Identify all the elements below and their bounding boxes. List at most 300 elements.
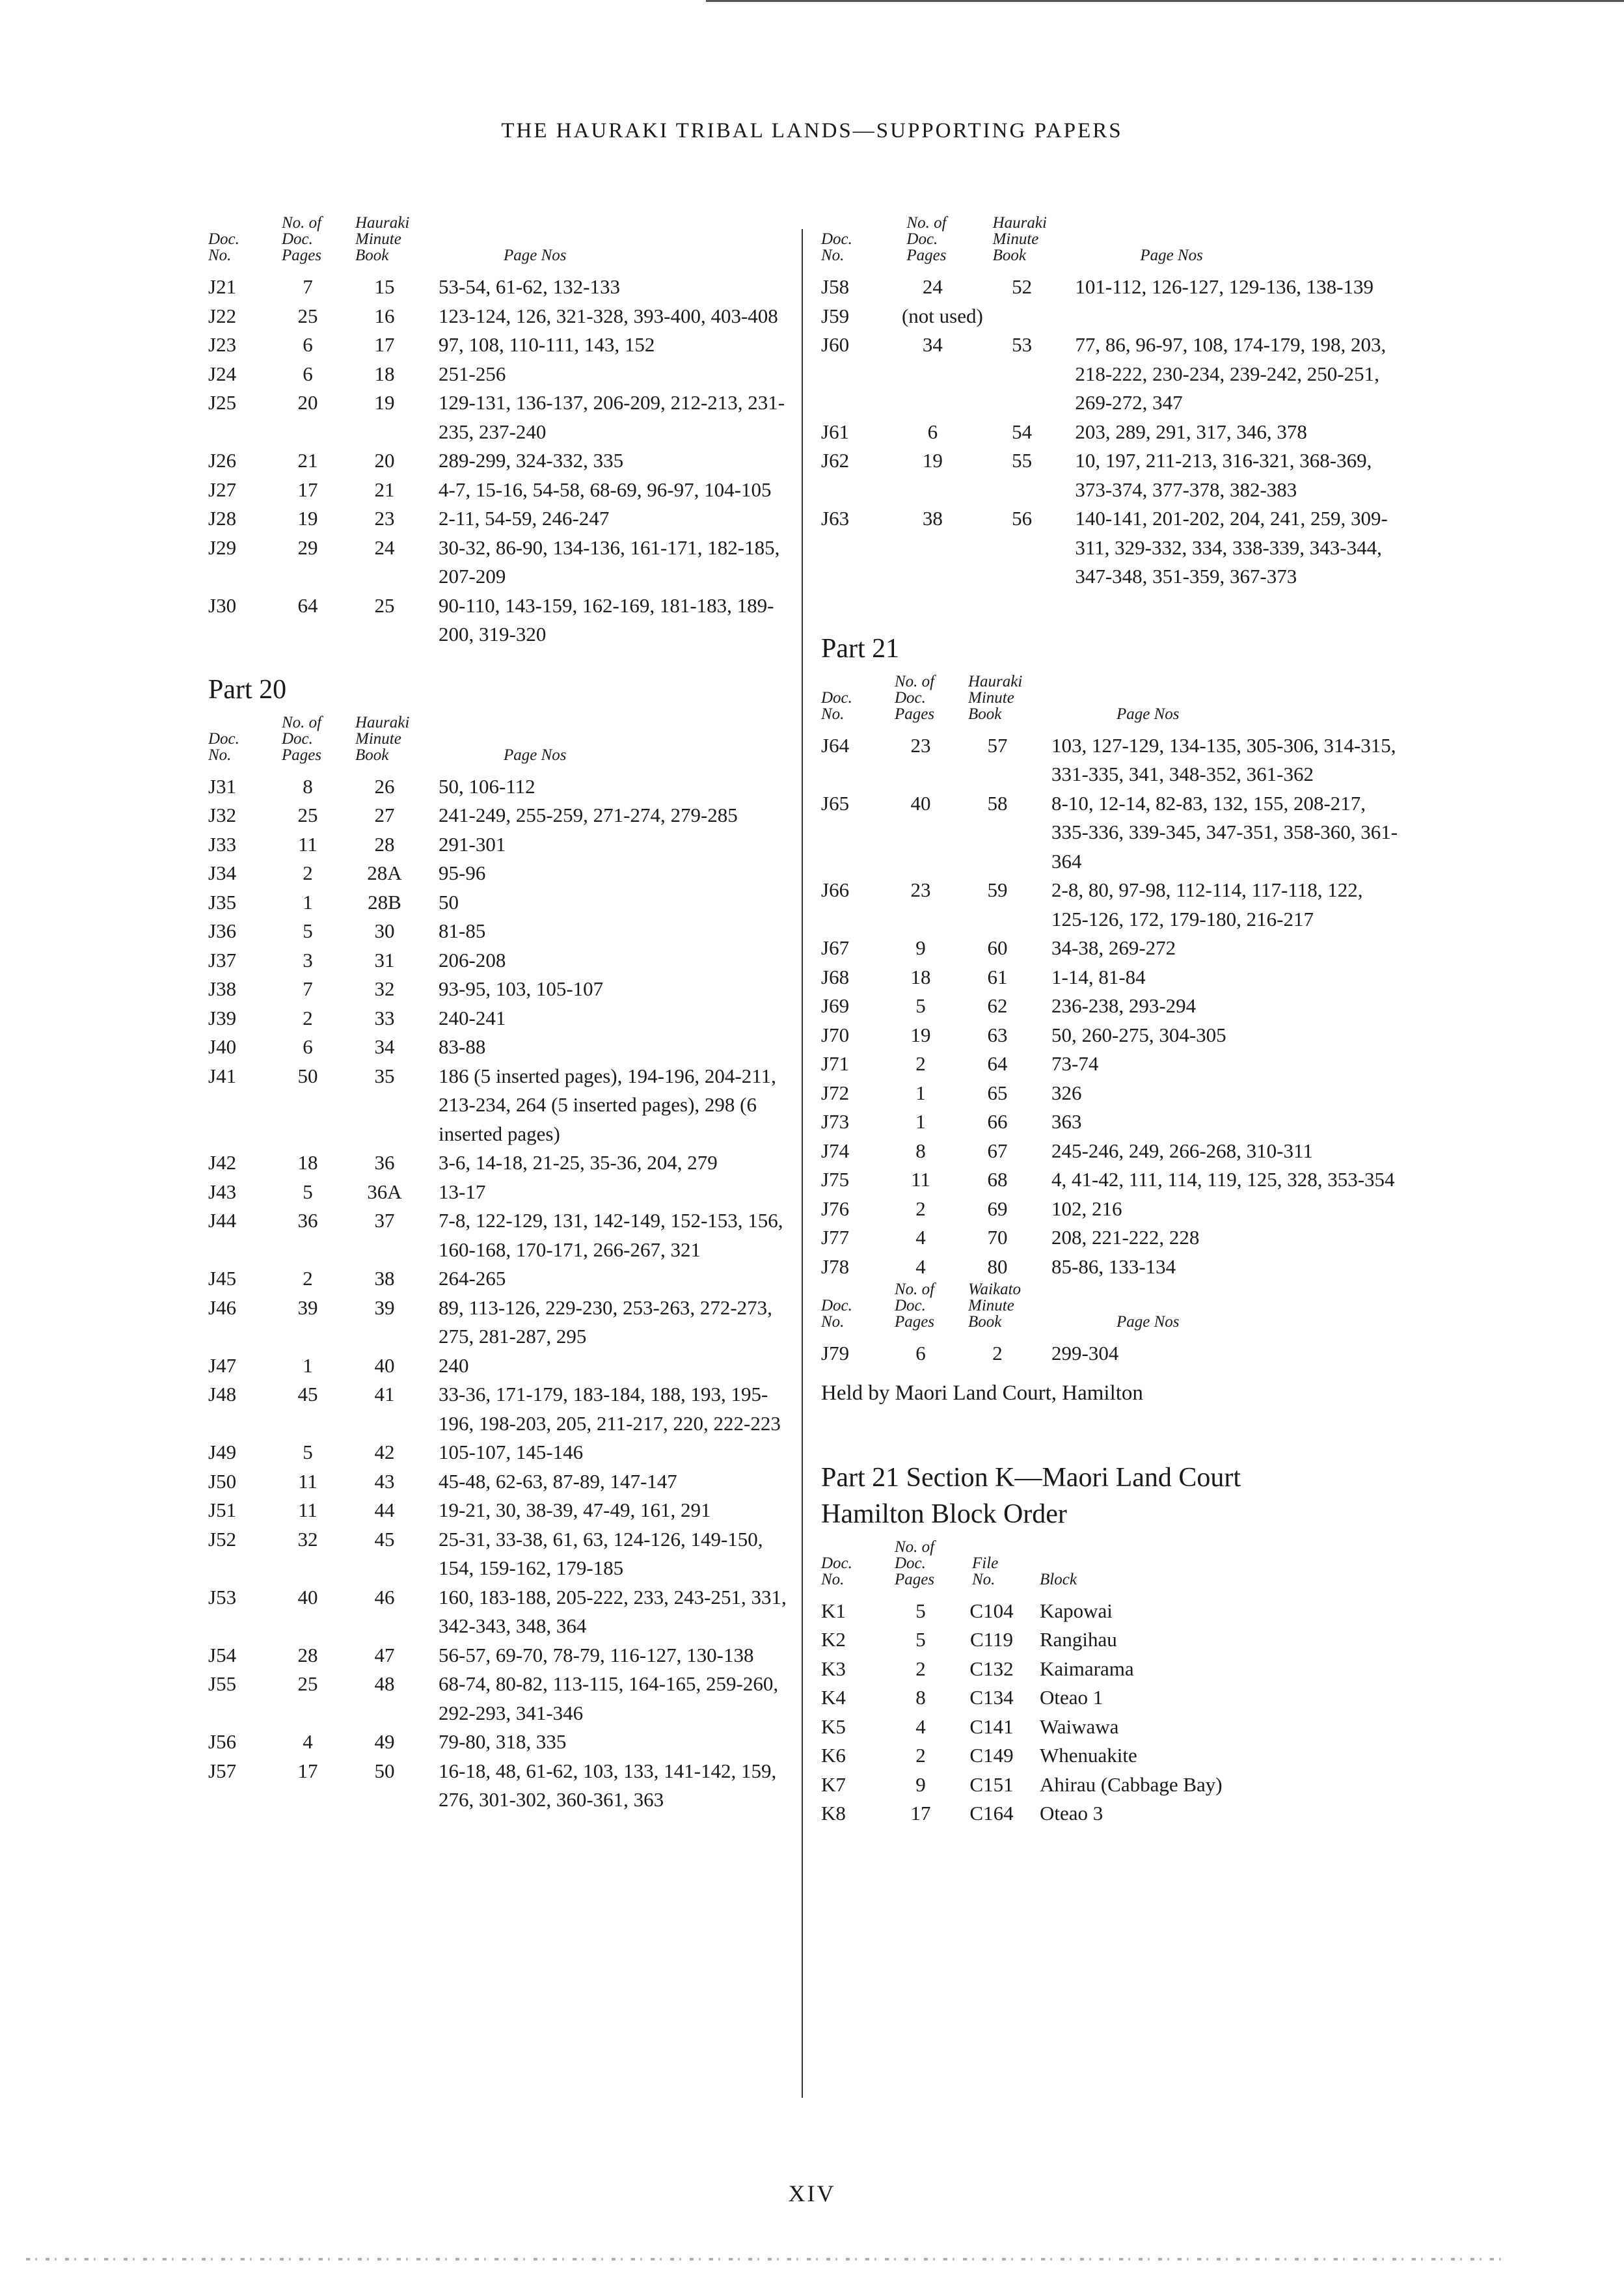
header-minute-book: [345, 714, 424, 772]
doc-no-cell: J27: [208, 478, 237, 501]
doc-pages-cell: 17: [297, 1759, 318, 1782]
doc-no-cell: J78: [821, 1255, 850, 1278]
table-body: [821, 1597, 1365, 1828]
file-no-cell: C151: [969, 1772, 1014, 1796]
minute-book-cell: 53: [1012, 333, 1033, 356]
doc-no-cell: J28: [208, 507, 237, 530]
header-doc-pages: [884, 673, 958, 731]
file-no-cell: C134: [969, 1686, 1014, 1709]
part-20-title: Part 20: [208, 674, 287, 705]
header-page-nos: [1061, 215, 1407, 273]
doc-no-cell: J45: [208, 1267, 237, 1290]
doc-pages-cell: 5: [303, 1441, 313, 1463]
header-doc-no: [208, 215, 271, 273]
table-waikato: [821, 1281, 1403, 1368]
doc-no-cell: J51: [208, 1499, 237, 1521]
doc-pages-cell: 39: [297, 1296, 318, 1319]
minute-book-cell: 24: [374, 536, 395, 559]
doc-pages-cell: 4: [915, 1715, 926, 1738]
page-nos-cell: 251-256: [439, 362, 506, 385]
minute-book-cell: 19: [374, 391, 395, 414]
doc-no-cell: J42: [208, 1151, 237, 1174]
minute-book-cell: 37: [374, 1209, 395, 1232]
header-text: Doc. No.: [208, 230, 239, 264]
doc-pages-cell: 11: [298, 1469, 318, 1493]
page-nos-cell: 3-6, 14-18, 21-25, 35-36, 204, 279: [439, 1151, 718, 1174]
doc-no-cell: J75: [821, 1168, 850, 1191]
doc-pages-cell: 50: [297, 1064, 318, 1087]
minute-book-cell: 34: [374, 1035, 395, 1058]
doc-no-cell: J37: [208, 948, 237, 971]
doc-no-cell: J76: [821, 1197, 850, 1220]
table-body: [208, 273, 790, 649]
file-no-cell: C132: [969, 1657, 1014, 1680]
doc-no-cell: J57: [208, 1759, 237, 1782]
block-name-cell: Ahirau (Cabbage Bay): [1040, 1772, 1223, 1796]
doc-pages-cell: 25: [297, 804, 318, 826]
minute-book-cell: 46: [374, 1585, 395, 1608]
header-doc-pages: [884, 1539, 958, 1597]
court-note: Held by Maori Land Court, Hamilton: [821, 1381, 1143, 1405]
page-nos-cell: 81-85: [439, 919, 486, 942]
table-row: [208, 1294, 790, 1351]
minute-book-cell: 32: [374, 977, 395, 1000]
minute-book-cell: 30: [374, 919, 395, 942]
table-header: [821, 1281, 1403, 1339]
doc-pages-cell: 21: [297, 449, 318, 472]
doc-pages-cell: 45: [297, 1383, 318, 1405]
minute-book-cell: 61: [987, 965, 1008, 988]
table-row: [208, 1467, 790, 1497]
table-row: [208, 1728, 790, 1757]
minute-book-cell: 36: [374, 1151, 395, 1174]
page-nos-cell: 73-74: [1051, 1052, 1099, 1075]
section-k-title-line-1: Part 21 Section K—Maori Land Court: [821, 1462, 1241, 1493]
section-k-title: [821, 1459, 1407, 1532]
doc-no-cell: J64: [821, 733, 850, 757]
doc-no-cell: J38: [208, 977, 237, 1000]
doc-no-cell: J22: [208, 304, 237, 327]
doc-pages-cell: 3: [303, 948, 313, 971]
page-nos-cell: 8-10, 12-14, 82-83, 132, 155, 208-217, 335-336, 339-345, 347-351, 358-360, 361-364: [1051, 791, 1398, 873]
doc-no-cell: J30: [208, 593, 237, 617]
doc-pages-cell: 5: [303, 1180, 313, 1203]
table-row: [821, 1021, 1403, 1050]
block-name-cell: Waiwawa: [1040, 1715, 1119, 1738]
table-row: [208, 273, 790, 302]
block-name-cell: Kapowai: [1040, 1599, 1113, 1622]
doc-pages-cell: 6: [915, 1342, 926, 1364]
minute-book-cell: 43: [374, 1469, 395, 1493]
header-minute-book: [983, 215, 1061, 273]
table-row: [821, 731, 1403, 789]
table-row: [821, 1655, 1365, 1684]
table-body: [821, 1339, 1403, 1368]
doc-pages-cell: 5: [915, 994, 926, 1017]
header-page-nos: [1037, 673, 1403, 731]
page-nos-cell: 19-21, 30, 38-39, 47-49, 161, 291: [439, 1499, 711, 1521]
minute-book-cell: 21: [374, 478, 395, 501]
table-row: [208, 1004, 790, 1033]
doc-no-cell: J70: [821, 1023, 850, 1046]
doc-pages-cell: 17: [297, 478, 318, 501]
minute-book-cell: 66: [987, 1110, 1008, 1133]
minute-book-cell: 33: [374, 1006, 395, 1029]
doc-pages-cell: 2: [915, 1657, 926, 1680]
doc-pages-cell: 5: [915, 1628, 926, 1651]
minute-book-cell: 65: [987, 1081, 1008, 1104]
header-text: File No.: [972, 1554, 999, 1588]
header-doc-no: [821, 673, 884, 731]
table-row: [821, 1137, 1403, 1166]
doc-no-cell: J72: [821, 1081, 850, 1104]
page-nos-cell: 299-304: [1051, 1342, 1119, 1364]
minute-book-cell: 67: [987, 1139, 1008, 1162]
doc-pages-cell: 1: [303, 890, 313, 914]
header-page-nos: [424, 215, 790, 273]
doc-no-cell: J65: [821, 791, 850, 815]
minute-book-cell: 16: [374, 304, 395, 327]
header-text: Hauraki Minute Book: [992, 214, 1047, 264]
doc-no-cell: J62: [821, 449, 850, 472]
table-header: [821, 215, 1407, 273]
running-header: THE HAURAKI TRIBAL LANDS—SUPPORTING PAPERS: [501, 119, 1123, 142]
doc-no-cell: J44: [208, 1209, 237, 1232]
table-row: [821, 1597, 1365, 1626]
table-row: [208, 1033, 790, 1062]
doc-pages-cell: 8: [915, 1139, 926, 1162]
page-nos-cell: 103, 127-129, 134-135, 305-306, 314-315, 331-335, 341, 348-352, 361-362: [1051, 733, 1396, 785]
table-row: [821, 1253, 1403, 1282]
header-doc-pages: [882, 215, 983, 273]
doc-pages-cell: 7: [303, 977, 313, 1000]
table-row: [208, 591, 790, 649]
page-nos-cell: 89, 113-126, 229-230, 253-263, 272-273, 275, 281-287, 295: [439, 1296, 772, 1348]
block-name-cell: Oteao 1: [1040, 1686, 1103, 1709]
minute-book-cell: 28B: [368, 890, 401, 914]
block-name-cell: Rangihau: [1040, 1628, 1117, 1651]
doc-no-cell: K4: [821, 1686, 846, 1709]
doc-pages-cell: 18: [910, 965, 931, 988]
doc-no-cell: J43: [208, 1180, 237, 1203]
minute-book-cell: 44: [374, 1499, 395, 1521]
page-nos-cell: [1061, 302, 1407, 331]
header-text: Doc. No.: [821, 230, 852, 264]
minute-book-cell: 49: [374, 1730, 395, 1753]
doc-no-cell: J24: [208, 362, 237, 385]
table-row: [821, 1713, 1365, 1742]
doc-no-cell: J40: [208, 1035, 237, 1058]
page-nos-cell: 16-18, 48, 61-62, 103, 133, 141-142, 159, 276, 301-302, 360-361, 363: [439, 1759, 777, 1811]
top-rule: [706, 0, 1624, 2]
minute-book-cell: 27: [374, 804, 395, 826]
table-header: [208, 714, 790, 772]
table-part-21: [821, 673, 1403, 1282]
table-header: [821, 1539, 1365, 1597]
doc-pages-cell: 6: [303, 362, 313, 385]
page-nos-cell: 30-32, 86-90, 134-136, 161-171, 182-185, 207-209: [439, 536, 780, 588]
table-row: [208, 917, 790, 946]
table-row: [208, 1583, 790, 1641]
header-minute-book: [345, 215, 424, 273]
table-row: [208, 830, 790, 860]
block-name-cell: Kaimarama: [1040, 1657, 1134, 1680]
doc-no-cell: K8: [821, 1802, 846, 1825]
doc-pages-cell: 32: [297, 1527, 318, 1551]
page-nos-cell: 291-301: [439, 832, 506, 856]
table-section-k: [821, 1539, 1365, 1828]
doc-no-cell: J73: [821, 1110, 850, 1133]
page-nos-cell: 79-80, 318, 335: [439, 1730, 567, 1753]
minute-book-cell: 70: [987, 1226, 1008, 1249]
table-row: [821, 934, 1403, 963]
doc-pages-cell: (not used): [901, 304, 983, 327]
table-row: [208, 1525, 790, 1583]
table-row: [821, 1339, 1403, 1368]
header-doc-no: [821, 215, 882, 273]
header-block: [1025, 1539, 1365, 1597]
doc-pages-cell: 29: [297, 536, 318, 559]
doc-pages-cell: 64: [297, 593, 318, 617]
page-nos-cell: 2-11, 54-59, 246-247: [439, 507, 610, 530]
doc-pages-cell: 1: [303, 1353, 313, 1377]
table-row: [208, 1264, 790, 1294]
minute-book-cell: 38: [374, 1267, 395, 1290]
header-page-nos: [1037, 1281, 1403, 1339]
header-text: No. of Doc. Pages: [895, 1281, 935, 1331]
page-nos-cell: 289-299, 324-332, 335: [439, 449, 624, 472]
table-row: [821, 1165, 1403, 1195]
page-nos-cell: 240-241: [439, 1006, 506, 1029]
header-text: No. of Doc. Pages: [906, 214, 947, 264]
minute-book-cell: 36A: [367, 1180, 402, 1203]
doc-pages-cell: 11: [911, 1168, 930, 1191]
minute-book-cell: 50: [374, 1759, 395, 1782]
doc-pages-cell: 2: [915, 1052, 926, 1075]
header-doc-pages: [884, 1281, 958, 1339]
page-nos-cell: 93-95, 103, 105-107: [439, 977, 604, 1000]
table-row: [821, 1771, 1365, 1800]
doc-no-cell: K3: [821, 1657, 846, 1680]
doc-pages-cell: 25: [297, 304, 318, 327]
page-nos-cell: 206-208: [439, 948, 506, 971]
file-no-cell: C141: [969, 1715, 1014, 1738]
doc-pages-cell: 40: [910, 791, 931, 815]
table-row: [208, 388, 790, 446]
doc-no-cell: K7: [821, 1772, 846, 1796]
header-file-no: [958, 1539, 1025, 1597]
doc-pages-cell: 1: [915, 1110, 926, 1133]
minute-book-cell: 47: [374, 1643, 395, 1666]
header-text: No. of Doc. Pages: [282, 713, 322, 764]
page-nos-cell: 203, 289, 291, 317, 346, 378: [1075, 420, 1307, 443]
header-text: Page Nos: [1116, 1313, 1180, 1331]
page-nos-cell: 25-31, 33-38, 61, 63, 124-126, 149-150, 154, 159-162, 179-185: [439, 1527, 763, 1579]
doc-no-cell: J61: [821, 420, 850, 443]
doc-no-cell: J63: [821, 507, 850, 530]
doc-pages-cell: 18: [297, 1151, 318, 1174]
page-nos-cell: 2-8, 80, 97-98, 112-114, 117-118, 122, 125-126, 172, 179-180, 216-217: [1051, 878, 1363, 930]
block-name-cell: Oteao 3: [1040, 1802, 1103, 1825]
table-row: [821, 1799, 1365, 1828]
page-nos-cell: 7-8, 122-129, 131, 142-149, 152-153, 156, 160-168, 170-171, 266-267, 321: [439, 1209, 783, 1261]
header-doc-no: [821, 1281, 884, 1339]
table-row: [208, 859, 790, 888]
doc-pages-cell: 19: [297, 507, 318, 530]
table-row: [208, 1641, 790, 1670]
table-row: [208, 1380, 790, 1438]
header-text: Hauraki Minute Book: [355, 214, 410, 264]
table-row: [208, 1438, 790, 1467]
doc-no-cell: J59: [821, 304, 850, 327]
table-row: [821, 1050, 1403, 1079]
page-nos-cell: 95-96: [439, 862, 486, 884]
minute-book-cell: 23: [374, 507, 395, 530]
header-doc-no: [208, 714, 271, 772]
minute-book-cell: 56: [1012, 507, 1033, 530]
page-nos-cell: 13-17: [439, 1180, 486, 1203]
doc-no-cell: K2: [821, 1628, 846, 1651]
doc-pages-cell: 7: [303, 275, 313, 298]
page-nos-cell: 53-54, 61-62, 132-133: [439, 275, 620, 298]
doc-pages-cell: 9: [915, 1772, 926, 1796]
doc-pages-cell: 36: [297, 1209, 318, 1232]
page-nos-cell: 241-249, 255-259, 271-274, 279-285: [439, 804, 738, 826]
minute-book-cell: 28A: [367, 862, 402, 884]
minute-book-cell: 59: [987, 878, 1008, 901]
doc-pages-cell: 34: [922, 333, 943, 356]
table-row: [821, 418, 1407, 447]
page-nos-cell: 102, 216: [1051, 1197, 1122, 1220]
doc-no-cell: J36: [208, 919, 237, 942]
table-row: [208, 946, 790, 975]
doc-no-cell: J52: [208, 1527, 237, 1551]
minute-book-cell: 48: [374, 1672, 395, 1695]
doc-pages-cell: 2: [303, 1267, 313, 1290]
table-part-20: [208, 714, 790, 1815]
header-doc-pages: [271, 714, 345, 772]
doc-no-cell: J25: [208, 391, 237, 414]
doc-no-cell: J66: [821, 878, 850, 901]
minute-book-cell: 17: [374, 333, 395, 356]
table-row: [208, 476, 790, 505]
table-body: [208, 772, 790, 1815]
header-text: Hauraki Minute Book: [968, 672, 1023, 723]
minute-book-cell: 57: [987, 733, 1008, 757]
file-no-cell: C119: [969, 1628, 1014, 1651]
page-nos-cell: 140-141, 201-202, 204, 241, 259, 309-311, 329-332, 334, 338-339, 343-344, 347-348, 351-359, 367-373: [1075, 507, 1388, 588]
doc-pages-cell: 38: [922, 507, 943, 530]
doc-no-cell: J56: [208, 1730, 237, 1753]
table-body: [821, 273, 1407, 591]
page-nos-cell: 90-110, 143-159, 162-169, 181-183, 189-200, 319-320: [439, 593, 774, 645]
minute-book-cell: 25: [374, 593, 395, 617]
table-row: [208, 360, 790, 389]
column-divider: [802, 229, 803, 2098]
doc-pages-cell: 23: [910, 878, 931, 901]
doc-no-cell: K6: [821, 1744, 846, 1767]
table-row: [208, 446, 790, 476]
table-row: [208, 772, 790, 802]
header-text: Waikato Minute Book: [968, 1281, 1022, 1331]
page-nos-cell: 45-48, 62-63, 87-89, 147-147: [439, 1469, 677, 1493]
header-text: Page Nos: [504, 746, 567, 764]
table-row: [208, 801, 790, 830]
doc-no-cell: J53: [208, 1585, 237, 1608]
table-row: [208, 1496, 790, 1525]
file-no-cell: C104: [969, 1599, 1014, 1622]
doc-pages-cell: 2: [915, 1744, 926, 1767]
doc-no-cell: J54: [208, 1643, 237, 1666]
minute-book-cell: 62: [987, 994, 1008, 1017]
page-nos-cell: 264-265: [439, 1267, 506, 1290]
doc-pages-cell: 28: [297, 1643, 318, 1666]
table-hauraki-top: [208, 215, 790, 649]
table-row: [208, 1178, 790, 1207]
page-nos-cell: 1-14, 81-84: [1051, 965, 1146, 988]
page-nos-cell: 160, 183-188, 205-222, 233, 243-251, 331, 342-343, 348, 364: [439, 1585, 787, 1637]
table-row: [208, 1148, 790, 1178]
doc-no-cell: J48: [208, 1383, 237, 1405]
doc-no-cell: J68: [821, 965, 850, 988]
minute-book-cell: 35: [374, 1064, 395, 1087]
table-row: [821, 992, 1403, 1021]
header-text: Page Nos: [1140, 247, 1203, 264]
doc-pages-cell: 1: [915, 1081, 926, 1104]
doc-no-cell: J34: [208, 862, 237, 884]
doc-pages-cell: 19: [910, 1023, 931, 1046]
doc-pages-cell: 5: [915, 1599, 926, 1622]
minute-book-cell: 58: [987, 791, 1008, 815]
table-row: [821, 504, 1407, 591]
table-row: [208, 331, 790, 360]
doc-pages-cell: 11: [298, 1499, 318, 1521]
minute-book-cell: 80: [987, 1255, 1008, 1278]
doc-no-cell: J31: [208, 774, 237, 798]
doc-pages-cell: 8: [915, 1686, 926, 1709]
doc-pages-cell: 40: [297, 1585, 318, 1608]
table-row: [821, 331, 1407, 418]
minute-book-cell: 55: [1012, 449, 1033, 472]
doc-pages-cell: 17: [910, 1802, 931, 1825]
doc-no-cell: J55: [208, 1672, 237, 1695]
table-row: [821, 963, 1403, 992]
minute-book-cell: 28: [374, 832, 395, 856]
scan-artifact: [26, 2258, 1509, 2260]
minute-book-cell: 18: [374, 362, 395, 385]
doc-pages-cell: 19: [922, 449, 943, 472]
header-text: No. of Doc. Pages: [895, 672, 935, 723]
doc-no-cell: J39: [208, 1006, 237, 1029]
table-row: [208, 504, 790, 534]
table-row: [821, 1107, 1403, 1137]
table-row: [821, 302, 1407, 331]
doc-pages-cell: 2: [303, 862, 313, 884]
doc-no-cell: J35: [208, 890, 237, 914]
header-doc-no: [821, 1539, 884, 1597]
page-nos-cell: 245-246, 249, 266-268, 310-311: [1051, 1139, 1313, 1162]
table-header: [208, 215, 790, 273]
page-nos-cell: 34-38, 269-272: [1051, 936, 1176, 959]
page-nos-cell: 68-74, 80-82, 113-115, 164-165, 259-260, 292-293, 341-346: [439, 1672, 779, 1724]
header-text: Page Nos: [504, 247, 567, 264]
header-text: Page Nos: [1116, 705, 1180, 723]
table-body: [821, 731, 1403, 1282]
page-nos-cell: 105-107, 145-146: [439, 1441, 584, 1463]
minute-book-cell: 31: [374, 948, 395, 971]
minute-book-cell: 39: [374, 1296, 395, 1319]
doc-no-cell: J46: [208, 1296, 237, 1319]
